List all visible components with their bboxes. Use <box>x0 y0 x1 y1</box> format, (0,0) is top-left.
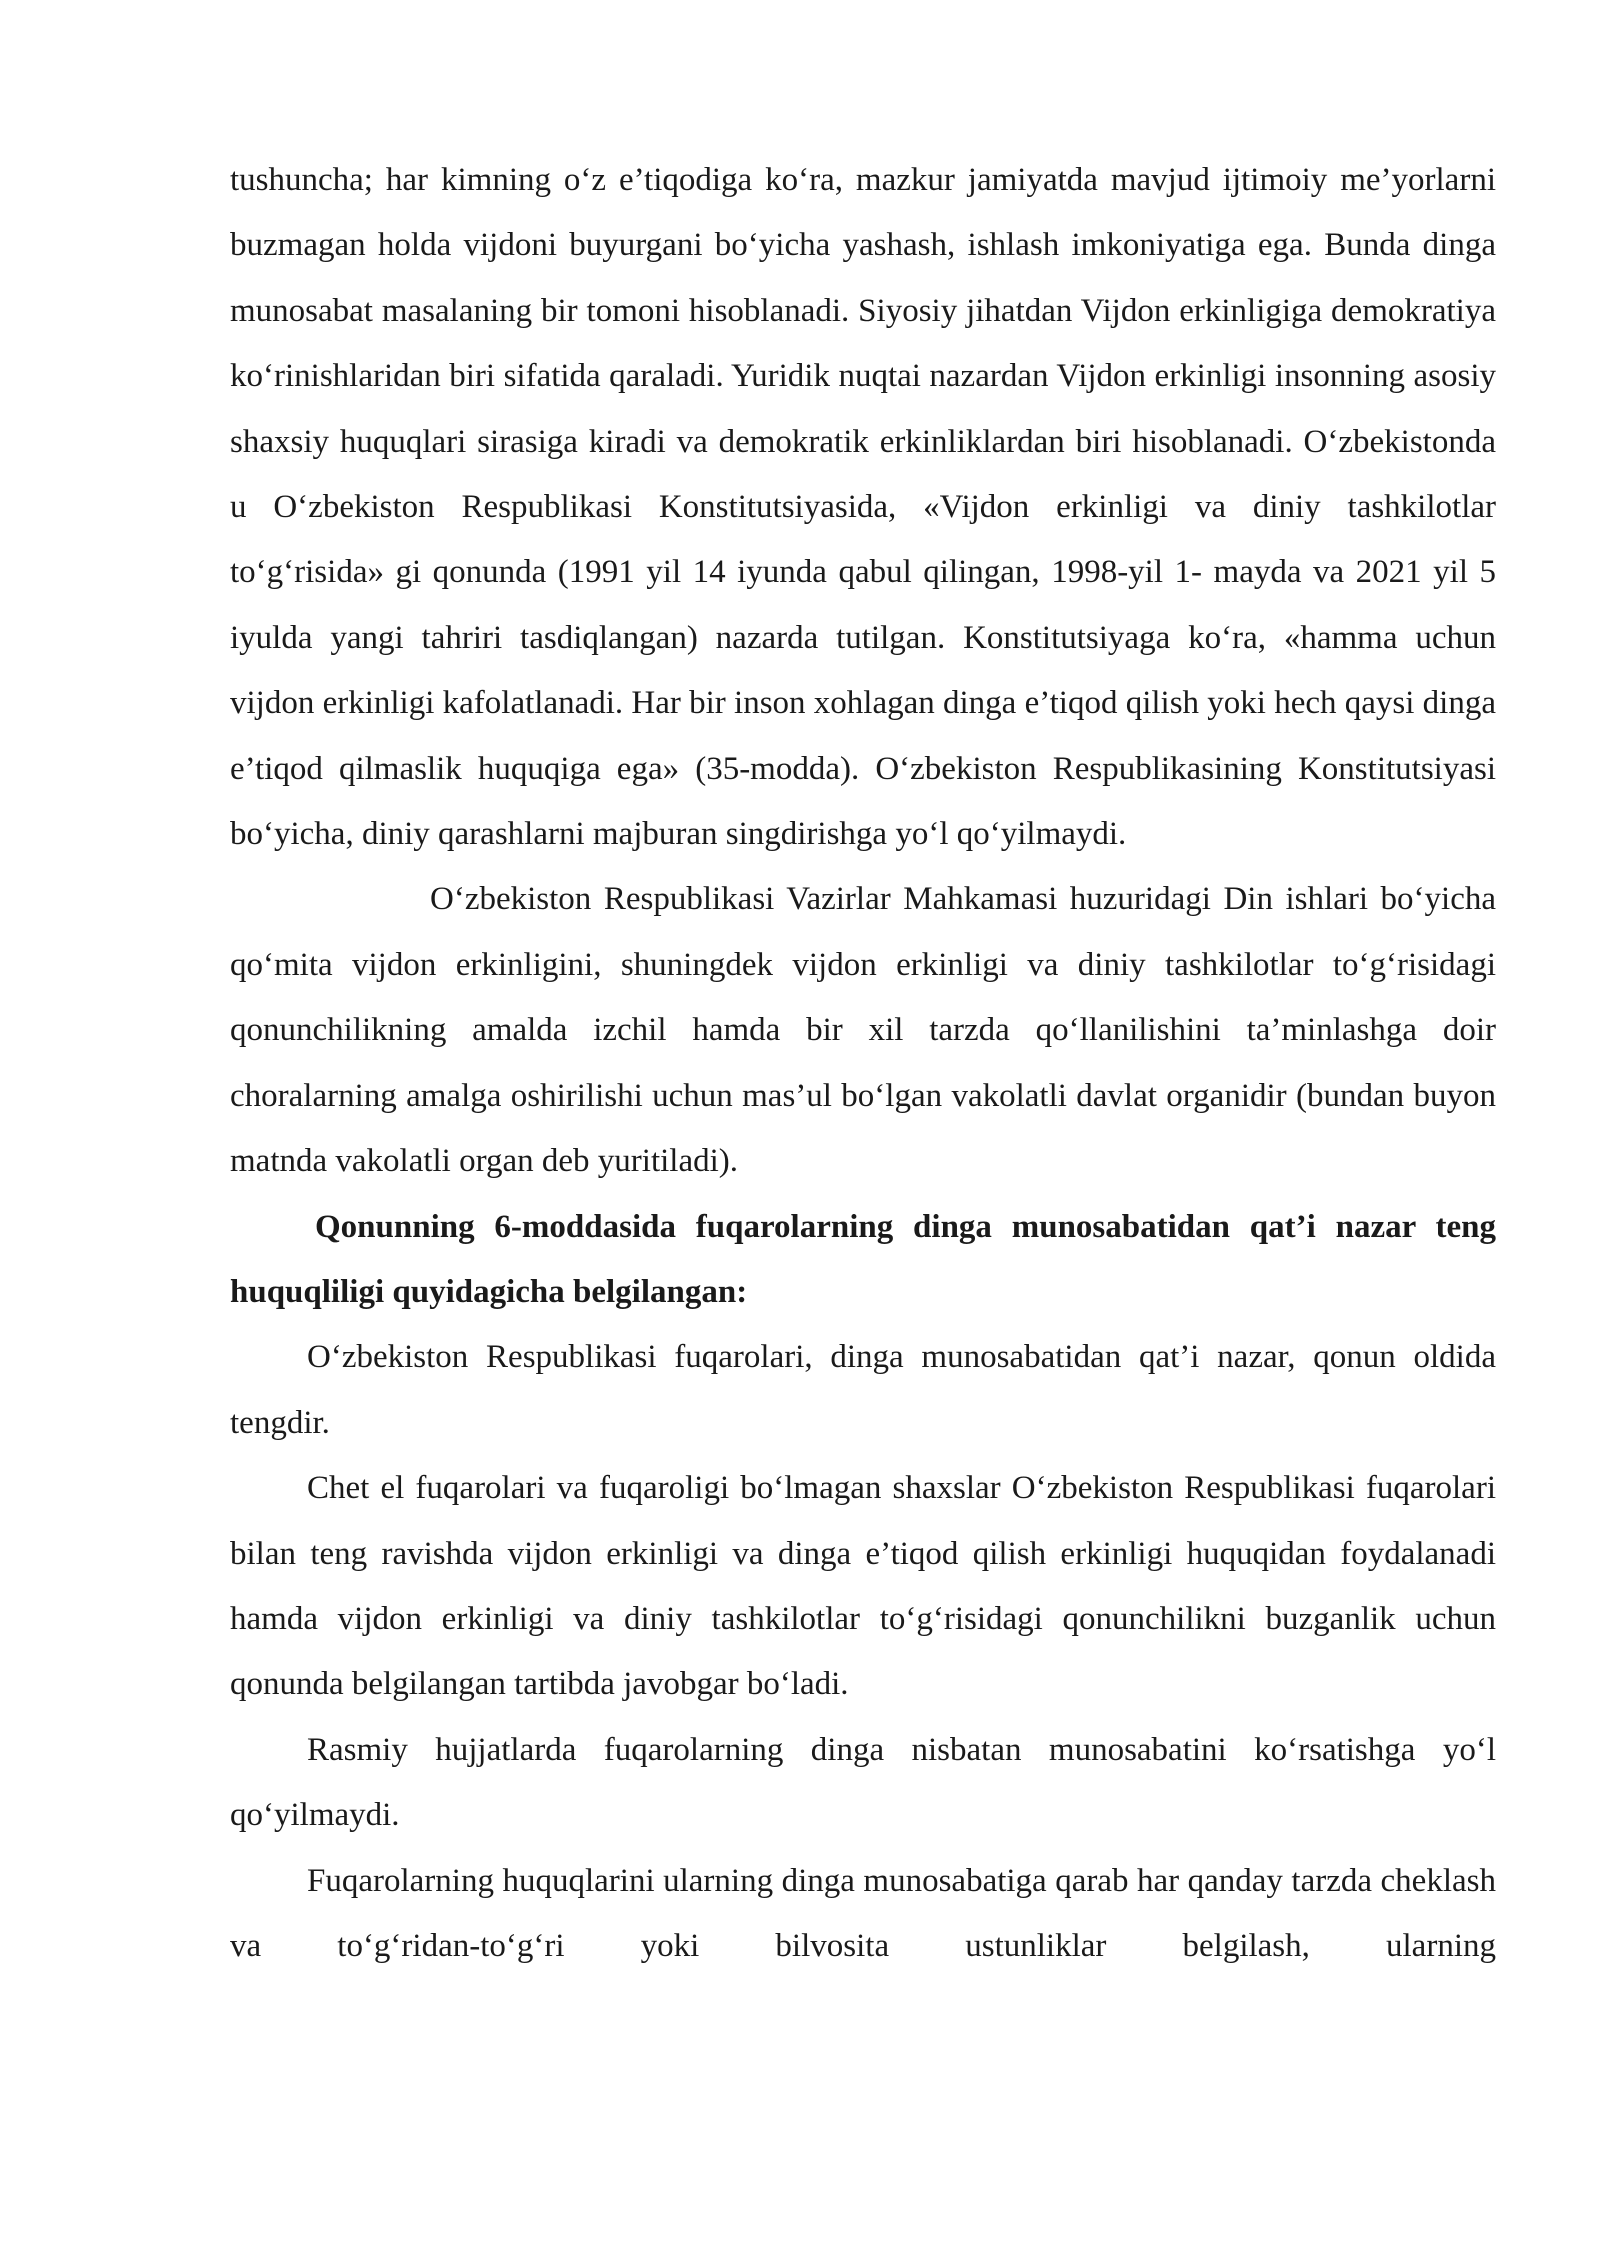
paragraph-6-modda-heading: Qonunning 6-moddasida fuqarolarning dinga munosabatidan qat’i nazar teng huquqliligi quyidagicha belgilangan: <box>230 1208 1496 1310</box>
paragraph-huquqlarni-cheklash: Fuqarolarning huquqlarini ularning dinga munosabatiga qarab har qanday tarzda cheklash va to‘g‘ridan-to‘g‘ri yoki bilvosita ustunliklar belgilash, ularning <box>230 1862 1496 1964</box>
paragraph-chet-el-fuqarolari: Chet el fuqarolari va fuqaroligi bo‘lmagan shaxslar O‘zbekiston Respublikasi fuqarolari bilan teng ravishda vijdon erkinligi va dinga e’tiqod qilish erkinligi huquqidan foydalanadi hamda vijdon erkinligi va diniy tashkilotlar to‘g‘risidagi qonunchilikni buzganlik uchun qonunda belgilangan tartibda javobgar bo‘ladi. <box>230 1470 1496 1703</box>
paragraph-din-ishlari-qomitasi: O‘zbekiston Respublikasi Vazirlar Mahkamasi huzuridagi Din ishlari bo‘yicha qo‘mita vijdon erkinligini, shuningdek vijdon erkinligi va diniy tashkilotlar to‘g‘risidagi qonunchilikning amalda izchil hamda bir xil tarzda qo‘llanilishini ta’minlashga doir choralarning amalga oshirilishi uchun mas’ul bo‘lgan vakolatli davlat organidir (bundan buyon matnda vakolatli organ deb yuritiladi). <box>230 881 1496 1180</box>
paragraph-rasmiy-hujjatlar: Rasmiy hujjatlarda fuqarolarning dinga nisbatan munosabatini ko‘rsatishga yo‘l qo‘yilmaydi. <box>230 1731 1496 1834</box>
document-body <box>230 148 1496 1979</box>
paragraph-vijdon-erkinligi-definition: tushuncha; har kimning o‘z e’tiqodiga ko‘ra, mazkur jamiyatda mavjud ijtimoiy me’yorlarni buzmagan holda vijdoni buyurgani bo‘yicha yashash, ishlash imkoniyatiga ega. Bunda dinga munosabat masalaning bir tomoni hisoblanadi. Siyosiy jihatdan Vijdon erkinligiga demokratiya ko‘rinishlaridan biri sifatida qaraladi. Yuridik nuqtai nazardan Vijdon erkinligi insonning asosiy shaxsiy huquqlari sirasiga kiradi va demokratik erkinliklardan biri hisoblanadi. O‘zbekistonda u O‘zbekiston Respublikasi Konstitutsiyasida, «Vijdon erkinligi va diniy tashkilotlar to‘g‘risida» gi qonunda (1991 yil 14 iyunda qabul qilingan, 1998-yil 1- mayda va 2021 yil 5 iyulda yangi tahriri tasdiqlangan) nazarda tutilgan. Konstitutsiyaga ko‘ra, «hamma uchun vijdon erkinligi kafolatlanadi. Har bir inson xohlagan dinga e’tiqod qilish yoki hech qaysi dinga e’tiqod qilmaslik huquqiga ega» (35-modda). O‘zbekiston Respublikasining Konstitutsiyasi bo‘yicha, diniy qarashlarni majburan singdirishga yo‘l qo‘yilmaydi. <box>230 162 1496 853</box>
paragraph-qonun-oldida-tengdir: O‘zbekiston Respublikasi fuqarolari, dinga munosabatidan qat’i nazar, qonun oldida tengdir. <box>230 1339 1496 1441</box>
